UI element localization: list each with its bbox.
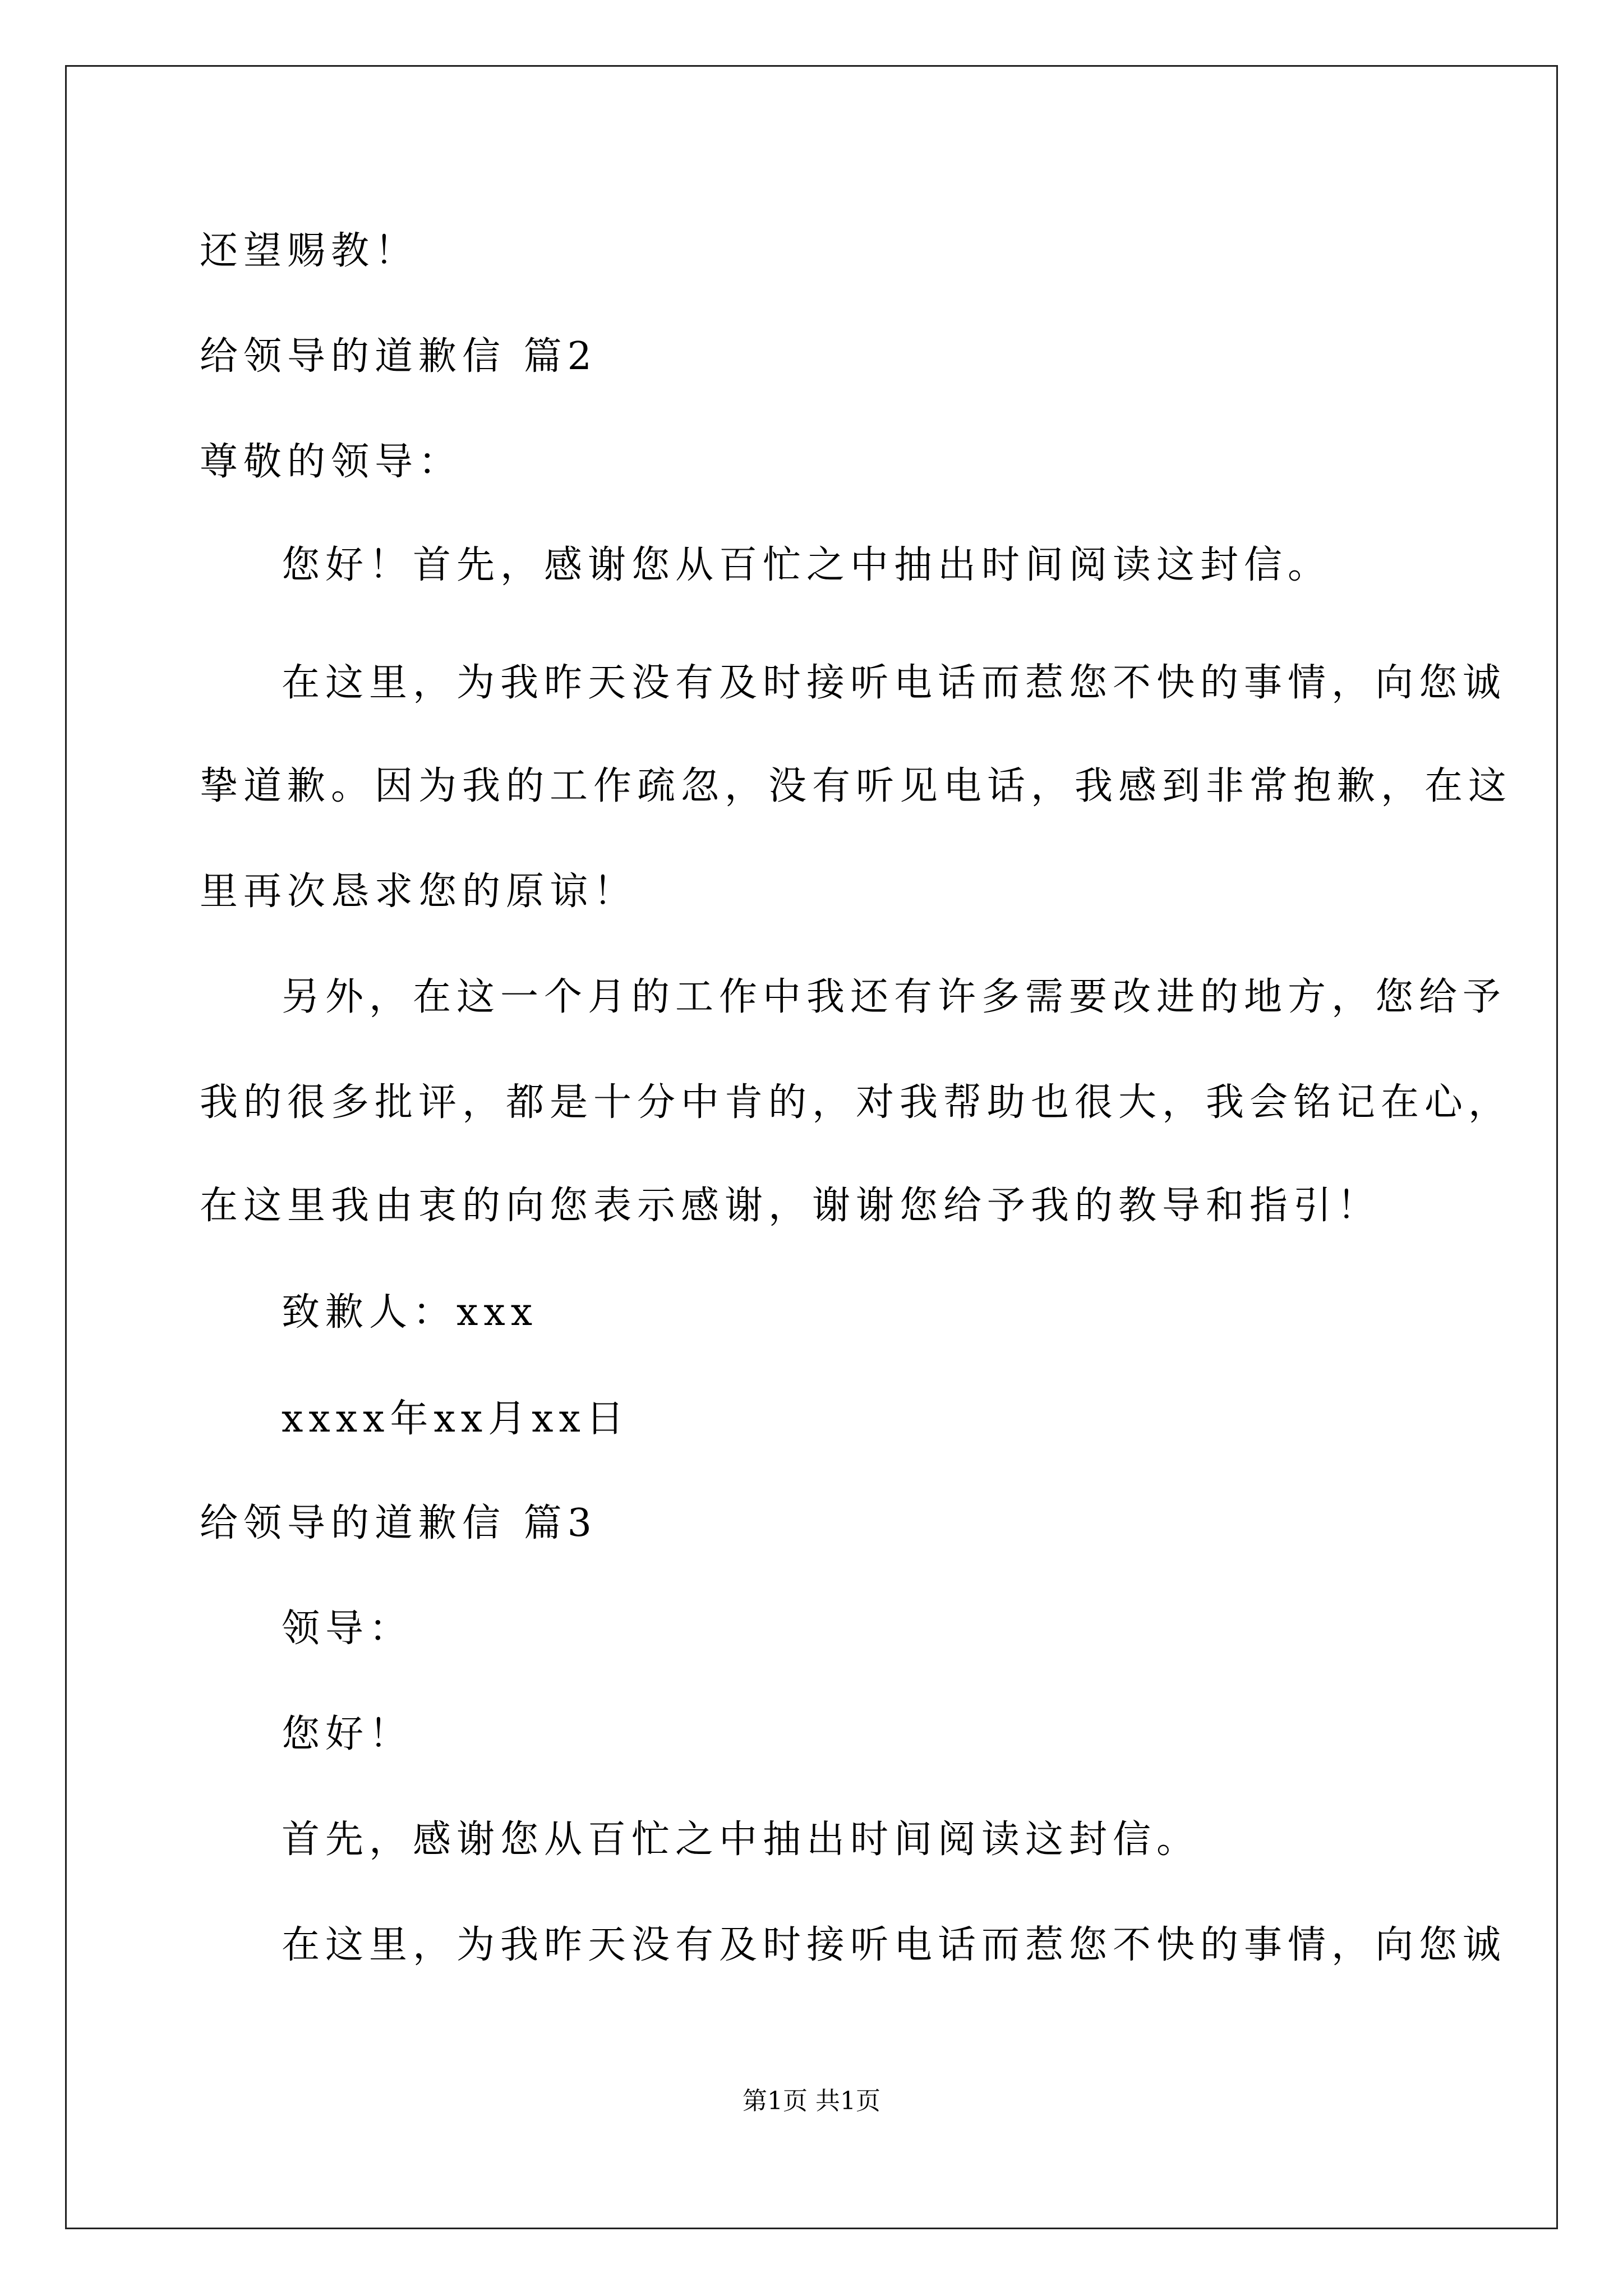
salutation: 领导： [282, 1607, 413, 1651]
body-paragraph-continued: 里再次恳求您的原谅！ [200, 869, 638, 914]
page-number-footer: 第1页 共1页 [743, 2087, 880, 2115]
body-paragraph: 首先，感谢您从百忙之中抽出时间阅读这封信。 [282, 1818, 1201, 1862]
section-heading-3: 给领导的道歉信 篇3 [200, 1501, 597, 1545]
body-paragraph: 在这里，为我昨天没有及时接听电话而惹您不快的事情，向您诚 [282, 661, 1507, 705]
date-line: xxxx年xx月xx日 [282, 1397, 630, 1441]
closing-line: 还望赐教！ [200, 229, 419, 273]
body-paragraph-continued: 在这里我由衷的向您表示感谢，谢谢您给予我的教导和指引！ [200, 1184, 1381, 1228]
body-paragraph: 另外，在这一个月的工作中我还有许多需要改进的地方，您给予 [282, 975, 1507, 1019]
body-paragraph-continued: 我的很多批评，都是十分中肯的，对我帮助也很大，我会铭记在心， [200, 1080, 1513, 1125]
greeting: 您好！ [282, 1712, 413, 1756]
body-paragraph-continued: 挚道歉。因为我的工作疏忽，没有听见电话，我感到非常抱歉，在这 [200, 764, 1513, 808]
body-paragraph: 在这里，为我昨天没有及时接听电话而惹您不快的事情，向您诚 [282, 1923, 1507, 1967]
page-border [65, 65, 1558, 2229]
body-paragraph: 您好！首先，感谢您从百忙之中抽出时间阅读这封信。 [282, 543, 1332, 587]
section-heading-2: 给领导的道歉信 篇2 [200, 334, 597, 379]
signature: 致歉人：xxx [282, 1290, 538, 1335]
salutation: 尊敬的领导： [200, 440, 463, 484]
